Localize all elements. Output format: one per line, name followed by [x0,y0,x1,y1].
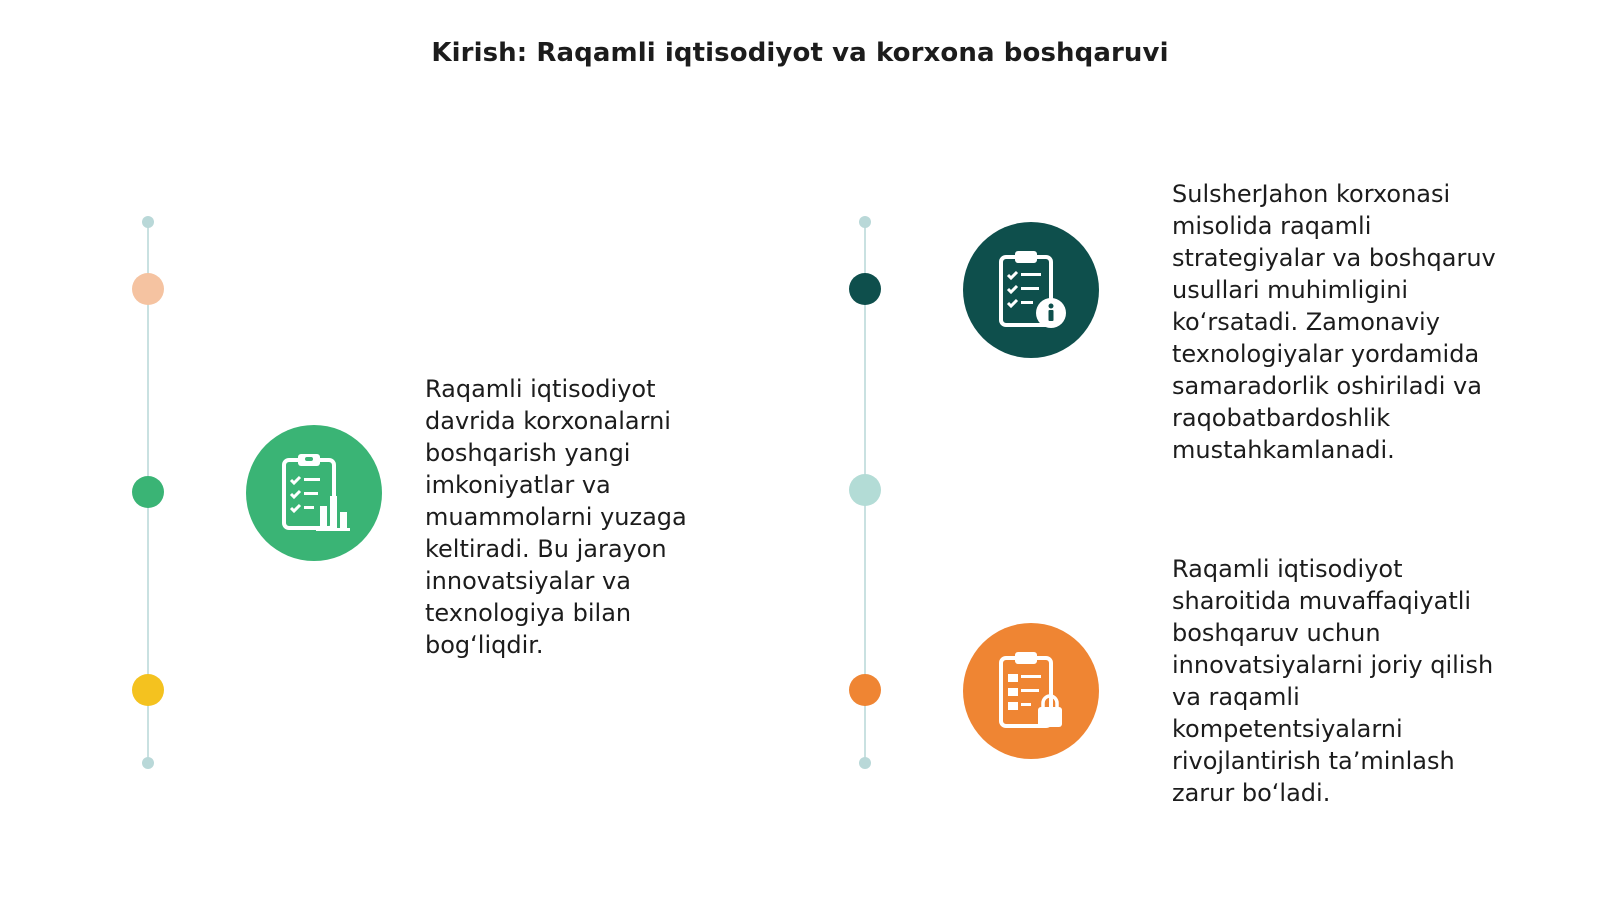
timeline-right [845,0,885,900]
timeline-marker-light-teal [849,474,881,506]
timeline-marker-dark-teal [849,273,881,305]
clipboard-chart-glyph [276,450,352,536]
clipboard-info-glyph [993,247,1069,333]
clipboard-info-icon [963,222,1099,358]
item-text-1: Raqamli iqtisodiyot davrida korxonalarni boshqarish yangi imkoniyatlar va muammolarni yuzaga keltiradi. Bu jarayon innovatsiyalar va texnologiya bilan bogʻliqdir. [425,375,687,659]
timeline-marker-peach [132,273,164,305]
timeline-start-dot [142,216,154,228]
item-text-2: SulsherJahon korxonasi misolida raqamli strategiyalar va boshqaruv usullari muhimligini koʻrsatadi. Zamonaviy texnologiyalar yordamida samaradorlik oshiriladi va raqobatbardoshlik mustahkamlanadi. [1172,180,1496,464]
timeline-marker-green [132,476,164,508]
timeline-start-dot [859,216,871,228]
timeline-end-dot [859,757,871,769]
timeline-marker-orange [849,674,881,706]
item-text-3: Raqamli iqtisodiyot sharoitida muvaffaqiyatli boshqaruv uchun innovatsiyalarni joriy qilish va raqamli kompetentsiyalarni rivojlantirish taʼminlash zarur boʻladi. [1172,555,1494,807]
timeline-marker-yellow [132,674,164,706]
clipboard-lock-icon [963,623,1099,759]
page-title: Kirish: Raqamli iqtisodiyot va korxona boshqaruvi [431,38,1169,68]
timeline-left [128,0,168,900]
timeline-end-dot [142,757,154,769]
clipboard-lock-glyph [993,648,1069,734]
clipboard-chart-icon [246,425,382,561]
